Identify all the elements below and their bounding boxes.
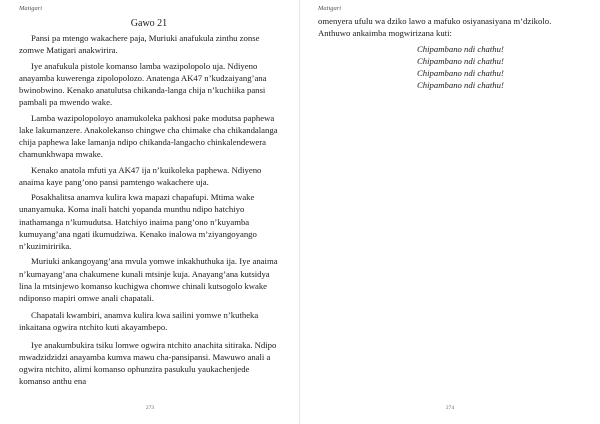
paragraph: Kenako anatola mfuti ya AK47 ija n’kuikoleka paphewa. Ndiyeno anaima kaye pang’ono pansi pamtengo wakachere uja. xyxy=(19,164,262,187)
song-line: Chipambano ndi chathu! xyxy=(417,68,504,78)
paragraph-continued: omenyera ufulu wa dziko lawo a mafuko osiyanasiyana m’dzikolo. Anthuwo ankaimba mogwirizana kuti: xyxy=(318,16,552,39)
chapter-title: Gawo 21 xyxy=(130,18,168,29)
page-number-right: 274 xyxy=(445,405,455,411)
right-page-body xyxy=(318,15,583,91)
paragraph: Iye anafukula pistole komanso lamba wazipolopolo uja. Ndiyeno anayamba kuwerenga zipolopolozo. Anatenga AK47 n’kudzaiyang’ana bwinobwino. Kenako anatulutsa chikanda-langa chija n’kuchiika pansi pambali pa mwendo wake. xyxy=(19,60,267,108)
paragraph: Iye anakumbukira tsiku lomwe ogwira ntchito anachita sitiraka. Ndipo mwadzidzidzi anayamba kumva mawu cha-pansipansi. Mawuwo anali a ogwira ntchito, alimi komanso ophunzira pasukulu yaukachenjede komanso anthu ena xyxy=(19,339,277,387)
paragraph: Lamba wazipolopoloyo anamukoleka pakhosi pake modutsa paphewa lake lakumanzere. Anakolekanso chingwe cha chimake cha chikandalanga chija paphewa lake lamanja ndipo chikanda-langacho chinkalendewera chamunkhwapa mwake. xyxy=(19,112,278,160)
song-line: Chipambano ndi chathu! xyxy=(417,80,504,91)
page-number-left: 273 xyxy=(145,405,155,411)
running-head-left: Matigari xyxy=(19,5,43,12)
paragraph: Posakhalitsa anamva kulira kwa mapazi chapafupi. Mtima wake unanyamuka. Koma inali hatchi yopanda munthu ndipo hatchiyo inathamanga n’kumudutsa. Hatchiyo inaima pang’ono n’kuyamba kumuyang’ana ngati ikumudziwa. Kenako inalowa m’ziyangoyango n’kuzimiririka. xyxy=(19,192,257,251)
left-page-body xyxy=(19,15,279,391)
paragraph: Pansi pa mtengo wakachere paja, Muriuki anafukula zinthu zonse zomwe Matigari anakwirira. xyxy=(19,33,260,56)
song-verse xyxy=(318,43,583,92)
song-line: Chipambano ndi chathu! xyxy=(417,55,504,66)
right-page xyxy=(300,0,600,424)
paragraph: Chapatali kwambiri, anamva kulira kwa sailini yomwe n’kutheka inkaitana ogwira ntchito kuti akayambepo. xyxy=(19,310,259,333)
song-line: Chipambano ndi chathu! xyxy=(417,43,504,54)
running-head-right: Matigari xyxy=(318,5,342,12)
paragraph: Muriuki ankangoyang’ana mvula yomwe inkakhuthuka ija. Iye anaima n’kumayang’ana chakumene kunali mtsinje kuja. Anayang’ana kutsidya lina la mtsinjewo komanso kuchigwa chomwe chinali kutsogolo kwake ndiponso mapiri omwe anali chapatali. xyxy=(19,256,278,303)
